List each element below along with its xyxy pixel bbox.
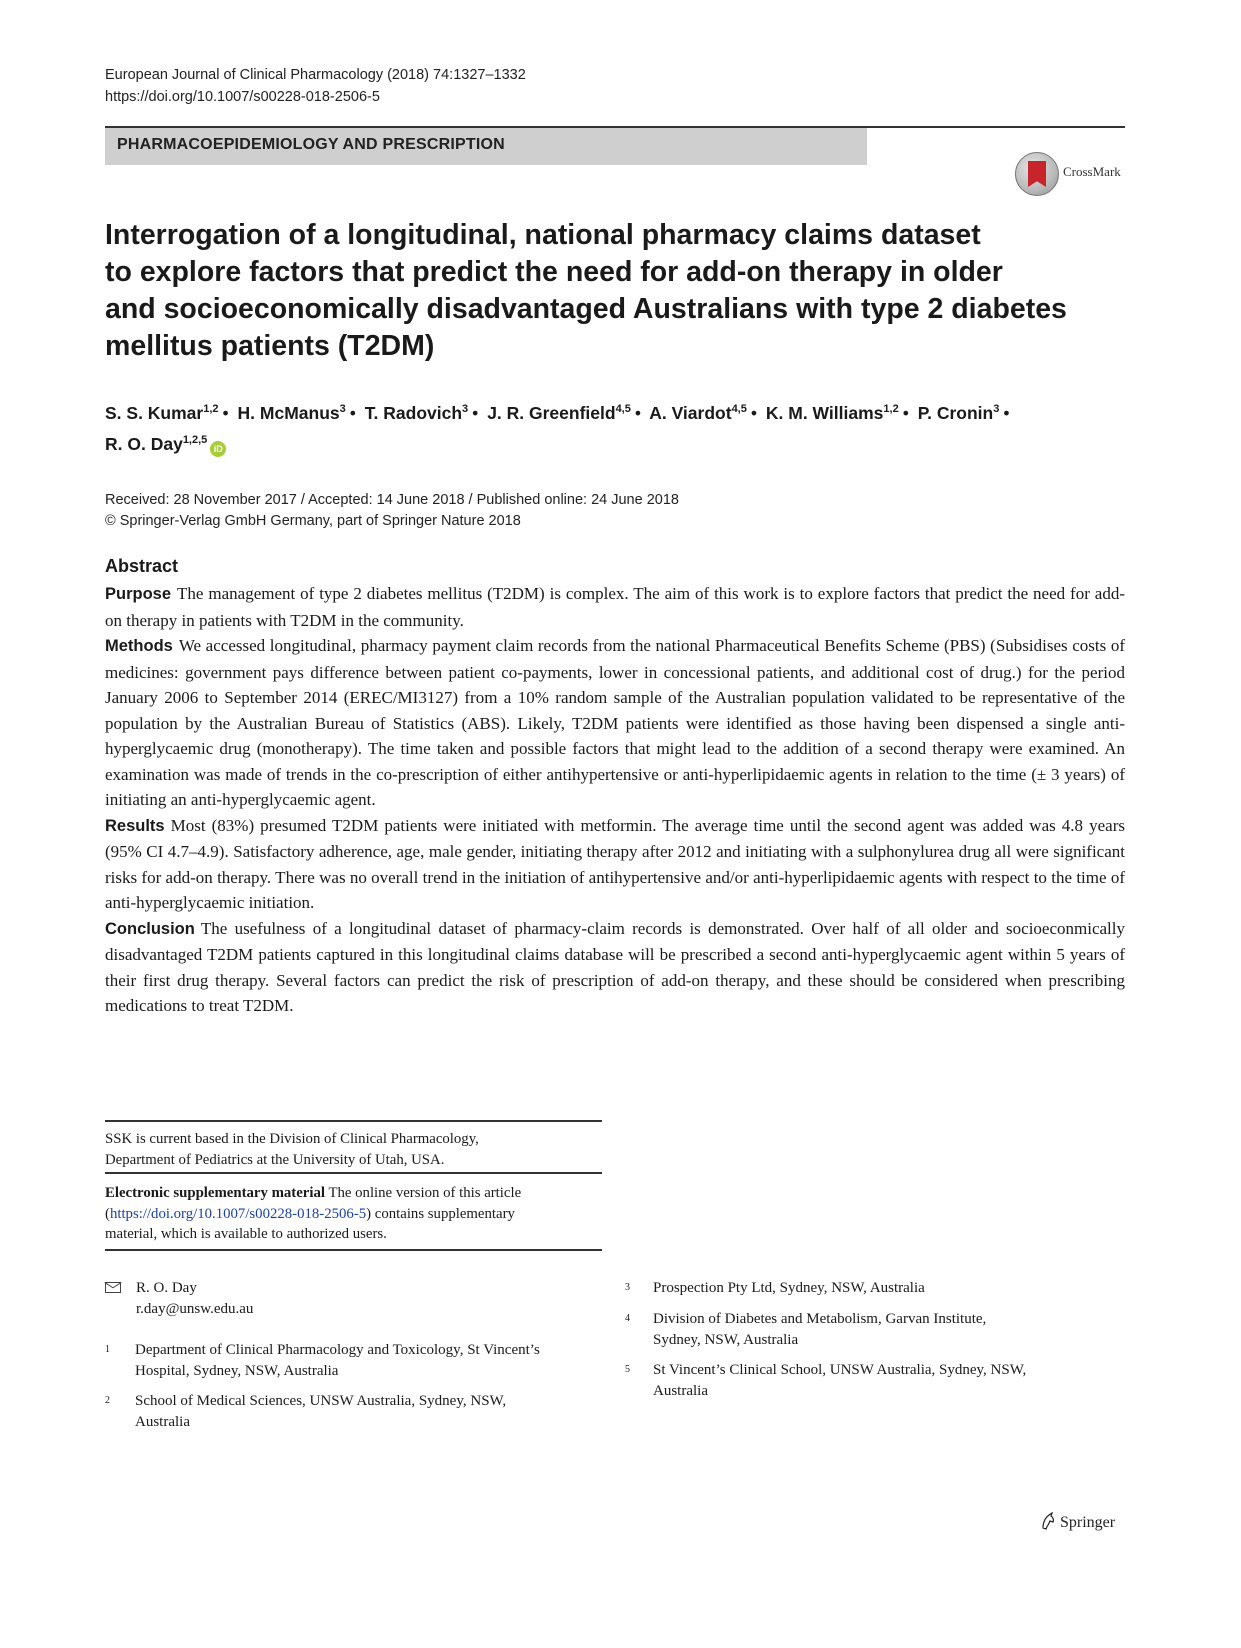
esm-note: Electronic supplementary material The online version of this article (https://doi.org/10.1007/s00228-018-2506-5) contains supplementary material, which is available to authorized users. [105,1185,522,1242]
author[interactable]: R. O. Day$^{1,2,5}$ [105,434,208,454]
corresponding-email[interactable]: r.day@unsw.edu.au [136,1300,254,1317]
esm-link[interactable]: https://doi.org/10.1007/s00228-018-2506-5 [109,1205,367,1222]
abstract-results: Results Most (83%) presumed T2DM patients were initiated with metformin. The average time until the second agent was added was 4.8 years (95% CI 4.7–4.9). Satisfactory adherence, age, male gender, initiating therapy after 2012 and initiating with a sulphonylurea drug all were significant risks for add-on therapy. There was no overall trend in the initiation of antihypertensive and/or anti-hyperlipidaemic agents with respect to the time of anti-hyperglycaemic initiation. [105,815,1125,912]
abstract-body [105,581,1125,1019]
springer-horse-icon [1040,1512,1056,1530]
abstract-methods: Methods We accessed longitudinal, pharmacy payment claim records from the national Pharmaceutical Benefits Scheme (PBS) (Subsidises costs of medicines: government pays difference between patient co-payments, lower in concessional patients, and additional cost of drug.) for the period January 2006 to September 2014 (EREC/MI3127) from a 10% random sample of the Australian population validated to be representative of the population by the Australian Bureau of Statistics (ABS). Likely, T2DM patients were identified as those having been dispensed a single anti-hyperglycaemic drug (monotherapy). The time taken and possible factors that might lead to the addition of a second therapy were examined. An examination was made of trends in the co-prescription of either antihypertensive or anti-hyperlipidaemic agents in relation to the time (± 3 years) of initiating an anti-hyperglycaemic agent. [105,636,1125,809]
footnote-rule [105,1172,602,1174]
author[interactable]: A. Viardot$^{4,5}$ [649,403,747,423]
section-label: PHARMACOEPIDEMIOLOGY AND PRESCRIPTION [105,128,867,165]
author[interactable]: T. Radovich$^3$ [364,403,469,423]
abstract-heading: Abstract [105,556,179,576]
crossmark-badge[interactable] [1015,152,1135,196]
purpose-label: Purpose [105,585,172,603]
results-label: Results [105,816,165,835]
author[interactable]: S. S. Kumar$^{1,2}$ [105,403,219,423]
abstract-conclusion: Conclusion The usefulness of a longitudinal dataset of pharmacy-claim records is demonstrated. Over half of all older and socioeconmically disadvantaged T2DM patients captured in this longitudinal claims database will be prescribed a second anti-hyperglycaemic agent within 5 years of their first drug therapy. Several factors can predict the risk of prescription of add-on therapy, and these should be considered when prescribing medications to treat T2DM. [105,918,1125,1015]
esm-label: Electronic supplementary material [105,1185,325,1201]
journal-citation: European Journal of Clinical Pharmacology (2018) 74:1327–1332 [105,67,526,83]
publication-dates [105,490,679,532]
crossmark-icon [1015,152,1059,196]
affiliation: 4 Division of Diabetes and Metabolism, Garvan Institute, Sydney, NSW, Australia [625,1311,987,1348]
methods-label: Methods [105,637,173,655]
envelope-icon [105,1282,121,1293]
author-list: S. S. Kumar$^{1,2}$ • H. McManus$^3$ • T. Radovich$^3$ • J. R. Greenfield$^{4,5}$ • A. Viardot$^{4,5}$ • K. M. Williams$^{1,2}$ • P. Cronin$^3$ • R. O. Day$^{1,2,5}$iD [105,396,1135,458]
author[interactable]: K. M. Williams$^{1,2}$ [765,403,899,423]
copyright-line: © Springer-Verlag GmbH Germany, part of Springer Nature 2018 [105,513,521,529]
footnote-rule [105,1120,602,1122]
ssk-note: SSK is current based in the Division of Clinical Pharmacology, Department of Pediatrics at the University of Utah, USA. [105,1131,479,1168]
correspondence [105,1278,585,1322]
title-line: Interrogation of a longitudinal, national pharmacy claims dataset [105,219,981,251]
affiliation: 3 Prospection Pty Ltd, Sydney, NSW, Australia [625,1280,925,1296]
article-doi[interactable]: https://doi.org/10.1007/s00228-018-2506-5 [105,89,380,105]
author[interactable]: P. Cronin$^3$ [917,403,1000,423]
affiliation: 1 Department of Clinical Pharmacology and Toxicology, St Vincent’s Hospital, Sydney, NSW, Australia [105,1342,540,1379]
crossmark-label: CrossMark [1063,164,1121,179]
author[interactable]: H. McManus$^3$ [237,403,346,423]
article-title [105,217,1085,365]
orcid-icon[interactable]: iD [210,441,226,457]
springer-logo: Springer [1040,1512,1115,1532]
affiliation: 2 School of Medical Sciences, UNSW Australia, Sydney, NSW, Australia [105,1393,507,1430]
title-line: and socioeconomically disadvantaged Australians with type 2 diabetes [105,293,1067,325]
conclusion-label: Conclusion [105,919,195,938]
affiliation: 5 St Vincent’s Clinical School, UNSW Australia, Sydney, NSW, Australia [625,1362,1027,1399]
abstract-purpose: Purpose The management of type 2 diabetes mellitus (T2DM) is complex. The aim of this work is to explore factors that predict the need for add-on therapy in patients with T2DM in the community. [105,584,1125,630]
corresponding-author: R. O. Day [136,1280,197,1296]
title-line: to explore factors that predict the need for add-on therapy in older [105,256,1003,288]
title-line: mellitus patients (T2DM) [105,330,435,362]
dates-line: Received: 28 November 2017 / Accepted: 14 June 2018 / Published online: 24 June 2018 [105,492,679,508]
author[interactable]: J. R. Greenfield$^{4,5}$ [487,403,631,423]
footnote-rule [105,1249,602,1251]
